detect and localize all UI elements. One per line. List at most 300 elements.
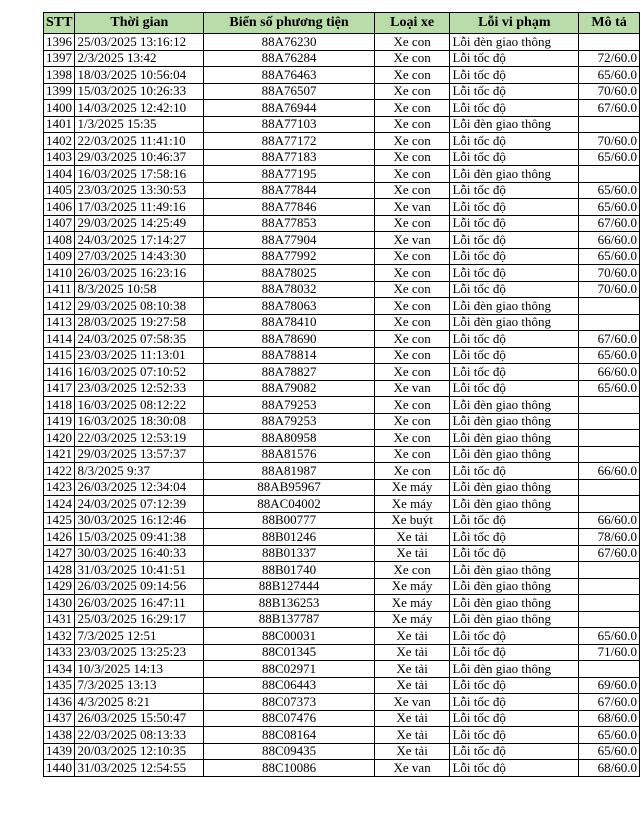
cell-vehicle-type: Xe máy — [374, 595, 450, 612]
cell-stt: 1435 — [44, 677, 75, 694]
cell-violation: Lỗi tốc độ — [450, 512, 579, 529]
cell-stt: 1409 — [44, 248, 75, 265]
cell-violation: Lỗi đèn giao thông — [450, 661, 579, 678]
cell-violation: Lỗi tốc độ — [450, 265, 579, 282]
table-row — [44, 265, 640, 282]
table-row — [44, 413, 640, 430]
table-row — [44, 529, 640, 546]
cell-description: 67/60.0 — [579, 331, 640, 348]
cell-time: 16/03/2025 07:10:52 — [75, 364, 204, 381]
cell-description — [579, 397, 640, 414]
cell-vehicle-type: Xe buýt — [374, 512, 450, 529]
cell-description — [579, 34, 640, 51]
cell-description: 70/60.0 — [579, 133, 640, 150]
cell-stt: 1434 — [44, 661, 75, 678]
table-row — [44, 430, 640, 447]
cell-stt: 1411 — [44, 281, 75, 298]
cell-time: 26/03/2025 12:34:04 — [75, 479, 204, 496]
table-row — [44, 50, 640, 67]
cell-violation: Lỗi đèn giao thông — [450, 611, 579, 628]
cell-time: 7/3/2025 13:13 — [75, 677, 204, 694]
cell-stt: 1401 — [44, 116, 75, 133]
cell-vehicle-type: Xe con — [374, 281, 450, 298]
table-row — [44, 67, 640, 84]
cell-violation: Lỗi tốc độ — [450, 760, 579, 777]
cell-plate: 88A77853 — [204, 215, 374, 232]
cell-vehicle-type: Xe con — [374, 314, 450, 331]
cell-plate: 88A81576 — [204, 446, 374, 463]
cell-plate: 88A78410 — [204, 314, 374, 331]
cell-violation: Lỗi tốc độ — [450, 677, 579, 694]
header-description: Mô tả — [579, 13, 640, 34]
table-row — [44, 380, 640, 397]
cell-description — [579, 413, 640, 430]
cell-violation: Lỗi đèn giao thông — [450, 595, 579, 612]
table-row — [44, 496, 640, 513]
cell-vehicle-type: Xe máy — [374, 578, 450, 595]
cell-stt: 1398 — [44, 67, 75, 84]
cell-plate: 88AC04002 — [204, 496, 374, 513]
cell-plate: 88AB95967 — [204, 479, 374, 496]
table-body — [44, 34, 640, 777]
table-row — [44, 298, 640, 315]
cell-stt: 1432 — [44, 628, 75, 645]
cell-time: 16/03/2025 08:12:22 — [75, 397, 204, 414]
cell-stt: 1436 — [44, 694, 75, 711]
cell-description — [579, 298, 640, 315]
cell-violation: Lỗi tốc độ — [450, 133, 579, 150]
cell-stt: 1414 — [44, 331, 75, 348]
cell-violation: Lỗi đèn giao thông — [450, 578, 579, 595]
table-row — [44, 694, 640, 711]
cell-time: 30/03/2025 16:12:46 — [75, 512, 204, 529]
table-row — [44, 166, 640, 183]
cell-vehicle-type: Xe con — [374, 100, 450, 117]
table-row — [44, 133, 640, 150]
cell-description: 67/60.0 — [579, 694, 640, 711]
table-row — [44, 463, 640, 480]
cell-stt: 1408 — [44, 232, 75, 249]
table-row — [44, 314, 640, 331]
cell-violation: Lỗi tốc độ — [450, 694, 579, 711]
cell-stt: 1400 — [44, 100, 75, 117]
cell-violation: Lỗi tốc độ — [450, 248, 579, 265]
cell-plate: 88A77844 — [204, 182, 374, 199]
cell-violation: Lỗi đèn giao thông — [450, 34, 579, 51]
table-row — [44, 545, 640, 562]
cell-time: 20/03/2025 12:10:35 — [75, 743, 204, 760]
cell-violation: Lỗi tốc độ — [450, 232, 579, 249]
cell-vehicle-type: Xe tải — [374, 628, 450, 645]
cell-stt: 1423 — [44, 479, 75, 496]
header-stt: STT — [44, 13, 75, 34]
cell-violation: Lỗi tốc độ — [450, 83, 579, 100]
cell-time: 26/03/2025 16:47:11 — [75, 595, 204, 612]
cell-violation: Lỗi đèn giao thông — [450, 430, 579, 447]
cell-plate: 88A79082 — [204, 380, 374, 397]
table-row — [44, 446, 640, 463]
cell-violation: Lỗi tốc độ — [450, 331, 579, 348]
cell-stt: 1418 — [44, 397, 75, 414]
cell-time: 15/03/2025 10:26:33 — [75, 83, 204, 100]
cell-plate: 88A79253 — [204, 413, 374, 430]
cell-violation: Lỗi tốc độ — [450, 281, 579, 298]
cell-vehicle-type: Xe con — [374, 248, 450, 265]
cell-stt: 1399 — [44, 83, 75, 100]
cell-plate: 88A76284 — [204, 50, 374, 67]
cell-stt: 1426 — [44, 529, 75, 546]
cell-description: 66/60.0 — [579, 232, 640, 249]
cell-plate: 88A77103 — [204, 116, 374, 133]
cell-stt: 1416 — [44, 364, 75, 381]
cell-stt: 1421 — [44, 446, 75, 463]
cell-stt: 1415 — [44, 347, 75, 364]
cell-description — [579, 496, 640, 513]
cell-plate: 88C00031 — [204, 628, 374, 645]
table-row — [44, 727, 640, 744]
cell-time: 22/03/2025 12:53:19 — [75, 430, 204, 447]
cell-stt: 1404 — [44, 166, 75, 183]
cell-violation: Lỗi tốc độ — [450, 380, 579, 397]
cell-violation: Lỗi tốc độ — [450, 743, 579, 760]
cell-vehicle-type: Xe con — [374, 215, 450, 232]
cell-time: 16/03/2025 17:58:16 — [75, 166, 204, 183]
cell-stt: 1429 — [44, 578, 75, 595]
cell-vehicle-type: Xe con — [374, 463, 450, 480]
cell-violation: Lỗi tốc độ — [450, 199, 579, 216]
cell-plate: 88A77992 — [204, 248, 374, 265]
cell-stt: 1438 — [44, 727, 75, 744]
cell-description — [579, 314, 640, 331]
cell-description — [579, 578, 640, 595]
cell-plate: 88C06443 — [204, 677, 374, 694]
cell-vehicle-type: Xe con — [374, 413, 450, 430]
cell-plate: 88A77195 — [204, 166, 374, 183]
cell-description: 65/60.0 — [579, 182, 640, 199]
cell-vehicle-type: Xe con — [374, 397, 450, 414]
cell-stt: 1405 — [44, 182, 75, 199]
cell-violation: Lỗi tốc độ — [450, 347, 579, 364]
cell-description: 69/60.0 — [579, 677, 640, 694]
cell-plate: 88B01740 — [204, 562, 374, 579]
cell-description — [579, 595, 640, 612]
cell-time: 23/03/2025 13:25:23 — [75, 644, 204, 661]
cell-vehicle-type: Xe tải — [374, 661, 450, 678]
cell-stt: 1403 — [44, 149, 75, 166]
cell-stt: 1406 — [44, 199, 75, 216]
cell-description — [579, 661, 640, 678]
table-row — [44, 248, 640, 265]
cell-vehicle-type: Xe tải — [374, 529, 450, 546]
cell-description: 65/60.0 — [579, 628, 640, 645]
cell-time: 8/3/2025 10:58 — [75, 281, 204, 298]
table-row — [44, 611, 640, 628]
cell-violation: Lỗi tốc độ — [450, 628, 579, 645]
cell-plate: 88A78814 — [204, 347, 374, 364]
cell-vehicle-type: Xe con — [374, 67, 450, 84]
cell-description: 65/60.0 — [579, 149, 640, 166]
cell-plate: 88A78025 — [204, 265, 374, 282]
cell-plate: 88B137787 — [204, 611, 374, 628]
cell-description: 65/60.0 — [579, 67, 640, 84]
cell-plate: 88B01337 — [204, 545, 374, 562]
cell-violation: Lỗi tốc độ — [450, 463, 579, 480]
table-row — [44, 215, 640, 232]
cell-stt: 1413 — [44, 314, 75, 331]
cell-description: 66/60.0 — [579, 512, 640, 529]
cell-description — [579, 611, 640, 628]
cell-violation: Lỗi tốc độ — [450, 710, 579, 727]
cell-vehicle-type: Xe con — [374, 265, 450, 282]
cell-plate: 88A77183 — [204, 149, 374, 166]
cell-vehicle-type: Xe van — [374, 380, 450, 397]
cell-plate: 88B01246 — [204, 529, 374, 546]
cell-violation: Lỗi đèn giao thông — [450, 397, 579, 414]
cell-vehicle-type: Xe tải — [374, 727, 450, 744]
table-row — [44, 281, 640, 298]
cell-time: 25/03/2025 13:16:12 — [75, 34, 204, 51]
cell-description: 65/60.0 — [579, 380, 640, 397]
cell-violation: Lỗi tốc độ — [450, 182, 579, 199]
cell-violation: Lỗi đèn giao thông — [450, 314, 579, 331]
cell-description: 71/60.0 — [579, 644, 640, 661]
cell-time: 29/03/2025 14:25:49 — [75, 215, 204, 232]
cell-stt: 1420 — [44, 430, 75, 447]
cell-plate: 88C07476 — [204, 710, 374, 727]
cell-plate: 88A78827 — [204, 364, 374, 381]
cell-stt: 1396 — [44, 34, 75, 51]
cell-vehicle-type: Xe tải — [374, 710, 450, 727]
cell-description: 67/60.0 — [579, 545, 640, 562]
cell-time: 15/03/2025 09:41:38 — [75, 529, 204, 546]
table-row — [44, 149, 640, 166]
cell-time: 17/03/2025 11:49:16 — [75, 199, 204, 216]
cell-stt: 1397 — [44, 50, 75, 67]
cell-plate: 88B00777 — [204, 512, 374, 529]
cell-time: 4/3/2025 8:21 — [75, 694, 204, 711]
cell-description: 70/60.0 — [579, 265, 640, 282]
table-row — [44, 182, 640, 199]
table-row — [44, 760, 640, 777]
cell-violation: Lỗi tốc độ — [450, 529, 579, 546]
cell-time: 29/03/2025 13:57:37 — [75, 446, 204, 463]
cell-description: 72/60.0 — [579, 50, 640, 67]
cell-violation: Lỗi đèn giao thông — [450, 479, 579, 496]
cell-violation: Lỗi tốc độ — [450, 215, 579, 232]
cell-description: 65/60.0 — [579, 727, 640, 744]
header-violation: Lỗi vi phạm — [450, 13, 579, 34]
table-row — [44, 512, 640, 529]
cell-time: 31/03/2025 12:54:55 — [75, 760, 204, 777]
cell-description: 70/60.0 — [579, 281, 640, 298]
cell-time: 23/03/2025 11:13:01 — [75, 347, 204, 364]
cell-violation: Lỗi tốc độ — [450, 644, 579, 661]
table-row — [44, 34, 640, 51]
cell-vehicle-type: Xe con — [374, 116, 450, 133]
header-row — [44, 13, 640, 34]
cell-stt: 1417 — [44, 380, 75, 397]
cell-vehicle-type: Xe con — [374, 364, 450, 381]
cell-violation: Lỗi đèn giao thông — [450, 562, 579, 579]
cell-vehicle-type: Xe van — [374, 199, 450, 216]
cell-plate: 88A77904 — [204, 232, 374, 249]
cell-description: 65/60.0 — [579, 248, 640, 265]
cell-plate: 88A76944 — [204, 100, 374, 117]
cell-vehicle-type: Xe tải — [374, 644, 450, 661]
table-row — [44, 479, 640, 496]
cell-violation: Lỗi đèn giao thông — [450, 166, 579, 183]
cell-description: 65/60.0 — [579, 199, 640, 216]
cell-description: 67/60.0 — [579, 215, 640, 232]
cell-violation: Lỗi đèn giao thông — [450, 413, 579, 430]
cell-time: 14/03/2025 12:42:10 — [75, 100, 204, 117]
cell-vehicle-type: Xe van — [374, 694, 450, 711]
table-row — [44, 743, 640, 760]
cell-time: 29/03/2025 08:10:38 — [75, 298, 204, 315]
table-row — [44, 232, 640, 249]
cell-description — [579, 430, 640, 447]
table-row — [44, 578, 640, 595]
cell-vehicle-type: Xe con — [374, 446, 450, 463]
table-row — [44, 199, 640, 216]
cell-vehicle-type: Xe con — [374, 34, 450, 51]
cell-stt: 1422 — [44, 463, 75, 480]
cell-description — [579, 166, 640, 183]
table-row — [44, 83, 640, 100]
cell-time: 24/03/2025 07:12:39 — [75, 496, 204, 513]
cell-time: 8/3/2025 9:37 — [75, 463, 204, 480]
cell-time: 27/03/2025 14:43:30 — [75, 248, 204, 265]
table-row — [44, 331, 640, 348]
cell-vehicle-type: Xe con — [374, 149, 450, 166]
table-row — [44, 595, 640, 612]
cell-plate: 88A78690 — [204, 331, 374, 348]
cell-stt: 1419 — [44, 413, 75, 430]
cell-vehicle-type: Xe máy — [374, 611, 450, 628]
cell-description: 70/60.0 — [579, 83, 640, 100]
cell-description — [579, 446, 640, 463]
cell-stt: 1410 — [44, 265, 75, 282]
cell-violation: Lỗi đèn giao thông — [450, 298, 579, 315]
table-row — [44, 397, 640, 414]
cell-time: 22/03/2025 08:13:33 — [75, 727, 204, 744]
table-row — [44, 677, 640, 694]
cell-time: 25/03/2025 16:29:17 — [75, 611, 204, 628]
cell-time: 26/03/2025 15:50:47 — [75, 710, 204, 727]
cell-plate: 88C09435 — [204, 743, 374, 760]
cell-time: 24/03/2025 17:14:27 — [75, 232, 204, 249]
header-time: Thời gian — [75, 13, 204, 34]
cell-plate: 88C08164 — [204, 727, 374, 744]
cell-vehicle-type: Xe máy — [374, 479, 450, 496]
cell-stt: 1433 — [44, 644, 75, 661]
cell-time: 1/3/2025 15:35 — [75, 116, 204, 133]
cell-plate: 88A78032 — [204, 281, 374, 298]
cell-stt: 1428 — [44, 562, 75, 579]
cell-plate: 88A76230 — [204, 34, 374, 51]
cell-vehicle-type: Xe con — [374, 83, 450, 100]
cell-stt: 1430 — [44, 595, 75, 612]
cell-violation: Lỗi đèn giao thông — [450, 116, 579, 133]
cell-vehicle-type: Xe tải — [374, 743, 450, 760]
cell-plate: 88C10086 — [204, 760, 374, 777]
cell-vehicle-type: Xe con — [374, 166, 450, 183]
cell-plate: 88A79253 — [204, 397, 374, 414]
cell-violation: Lỗi tốc độ — [450, 50, 579, 67]
cell-time: 7/3/2025 12:51 — [75, 628, 204, 645]
cell-violation: Lỗi tốc độ — [450, 67, 579, 84]
cell-vehicle-type: Xe con — [374, 430, 450, 447]
cell-plate: 88C02971 — [204, 661, 374, 678]
cell-vehicle-type: Xe con — [374, 331, 450, 348]
cell-stt: 1424 — [44, 496, 75, 513]
table-row — [44, 661, 640, 678]
cell-vehicle-type: Xe tải — [374, 545, 450, 562]
cell-violation: Lỗi tốc độ — [450, 545, 579, 562]
cell-time: 24/03/2025 07:58:35 — [75, 331, 204, 348]
table-row — [44, 644, 640, 661]
cell-stt: 1402 — [44, 133, 75, 150]
cell-stt: 1437 — [44, 710, 75, 727]
table-row — [44, 116, 640, 133]
cell-vehicle-type: Xe con — [374, 347, 450, 364]
table-row — [44, 628, 640, 645]
cell-time: 23/03/2025 13:30:53 — [75, 182, 204, 199]
cell-description: 68/60.0 — [579, 760, 640, 777]
cell-plate: 88A76463 — [204, 67, 374, 84]
cell-stt: 1427 — [44, 545, 75, 562]
header-plate: Biển số phương tiện — [204, 13, 374, 34]
cell-description: 65/60.0 — [579, 743, 640, 760]
cell-plate: 88B136253 — [204, 595, 374, 612]
cell-vehicle-type: Xe con — [374, 182, 450, 199]
cell-time: 29/03/2025 10:46:37 — [75, 149, 204, 166]
cell-plate: 88C07373 — [204, 694, 374, 711]
cell-time: 10/3/2025 14:13 — [75, 661, 204, 678]
cell-violation: Lỗi tốc độ — [450, 727, 579, 744]
cell-violation: Lỗi đèn giao thông — [450, 446, 579, 463]
cell-description: 65/60.0 — [579, 347, 640, 364]
violations-table — [43, 12, 640, 777]
cell-description: 78/60.0 — [579, 529, 640, 546]
cell-time: 18/03/2025 10:56:04 — [75, 67, 204, 84]
cell-vehicle-type: Xe van — [374, 232, 450, 249]
cell-violation: Lỗi tốc độ — [450, 364, 579, 381]
cell-plate: 88A80958 — [204, 430, 374, 447]
cell-description — [579, 479, 640, 496]
cell-stt: 1412 — [44, 298, 75, 315]
cell-time: 28/03/2025 19:27:58 — [75, 314, 204, 331]
cell-violation: Lỗi tốc độ — [450, 149, 579, 166]
cell-stt: 1439 — [44, 743, 75, 760]
cell-time: 31/03/2025 10:41:51 — [75, 562, 204, 579]
cell-plate: 88B127444 — [204, 578, 374, 595]
cell-time: 30/03/2025 16:40:33 — [75, 545, 204, 562]
cell-stt: 1425 — [44, 512, 75, 529]
table-row — [44, 364, 640, 381]
header-vehicle-type: Loại xe — [374, 13, 450, 34]
cell-description: 68/60.0 — [579, 710, 640, 727]
cell-description: 66/60.0 — [579, 463, 640, 480]
cell-vehicle-type: Xe con — [374, 133, 450, 150]
cell-violation: Lỗi tốc độ — [450, 100, 579, 117]
cell-time: 2/3/2025 13:42 — [75, 50, 204, 67]
table-row — [44, 100, 640, 117]
cell-stt: 1440 — [44, 760, 75, 777]
cell-description: 67/60.0 — [579, 100, 640, 117]
cell-time: 26/03/2025 09:14:56 — [75, 578, 204, 595]
cell-plate: 88A77846 — [204, 199, 374, 216]
